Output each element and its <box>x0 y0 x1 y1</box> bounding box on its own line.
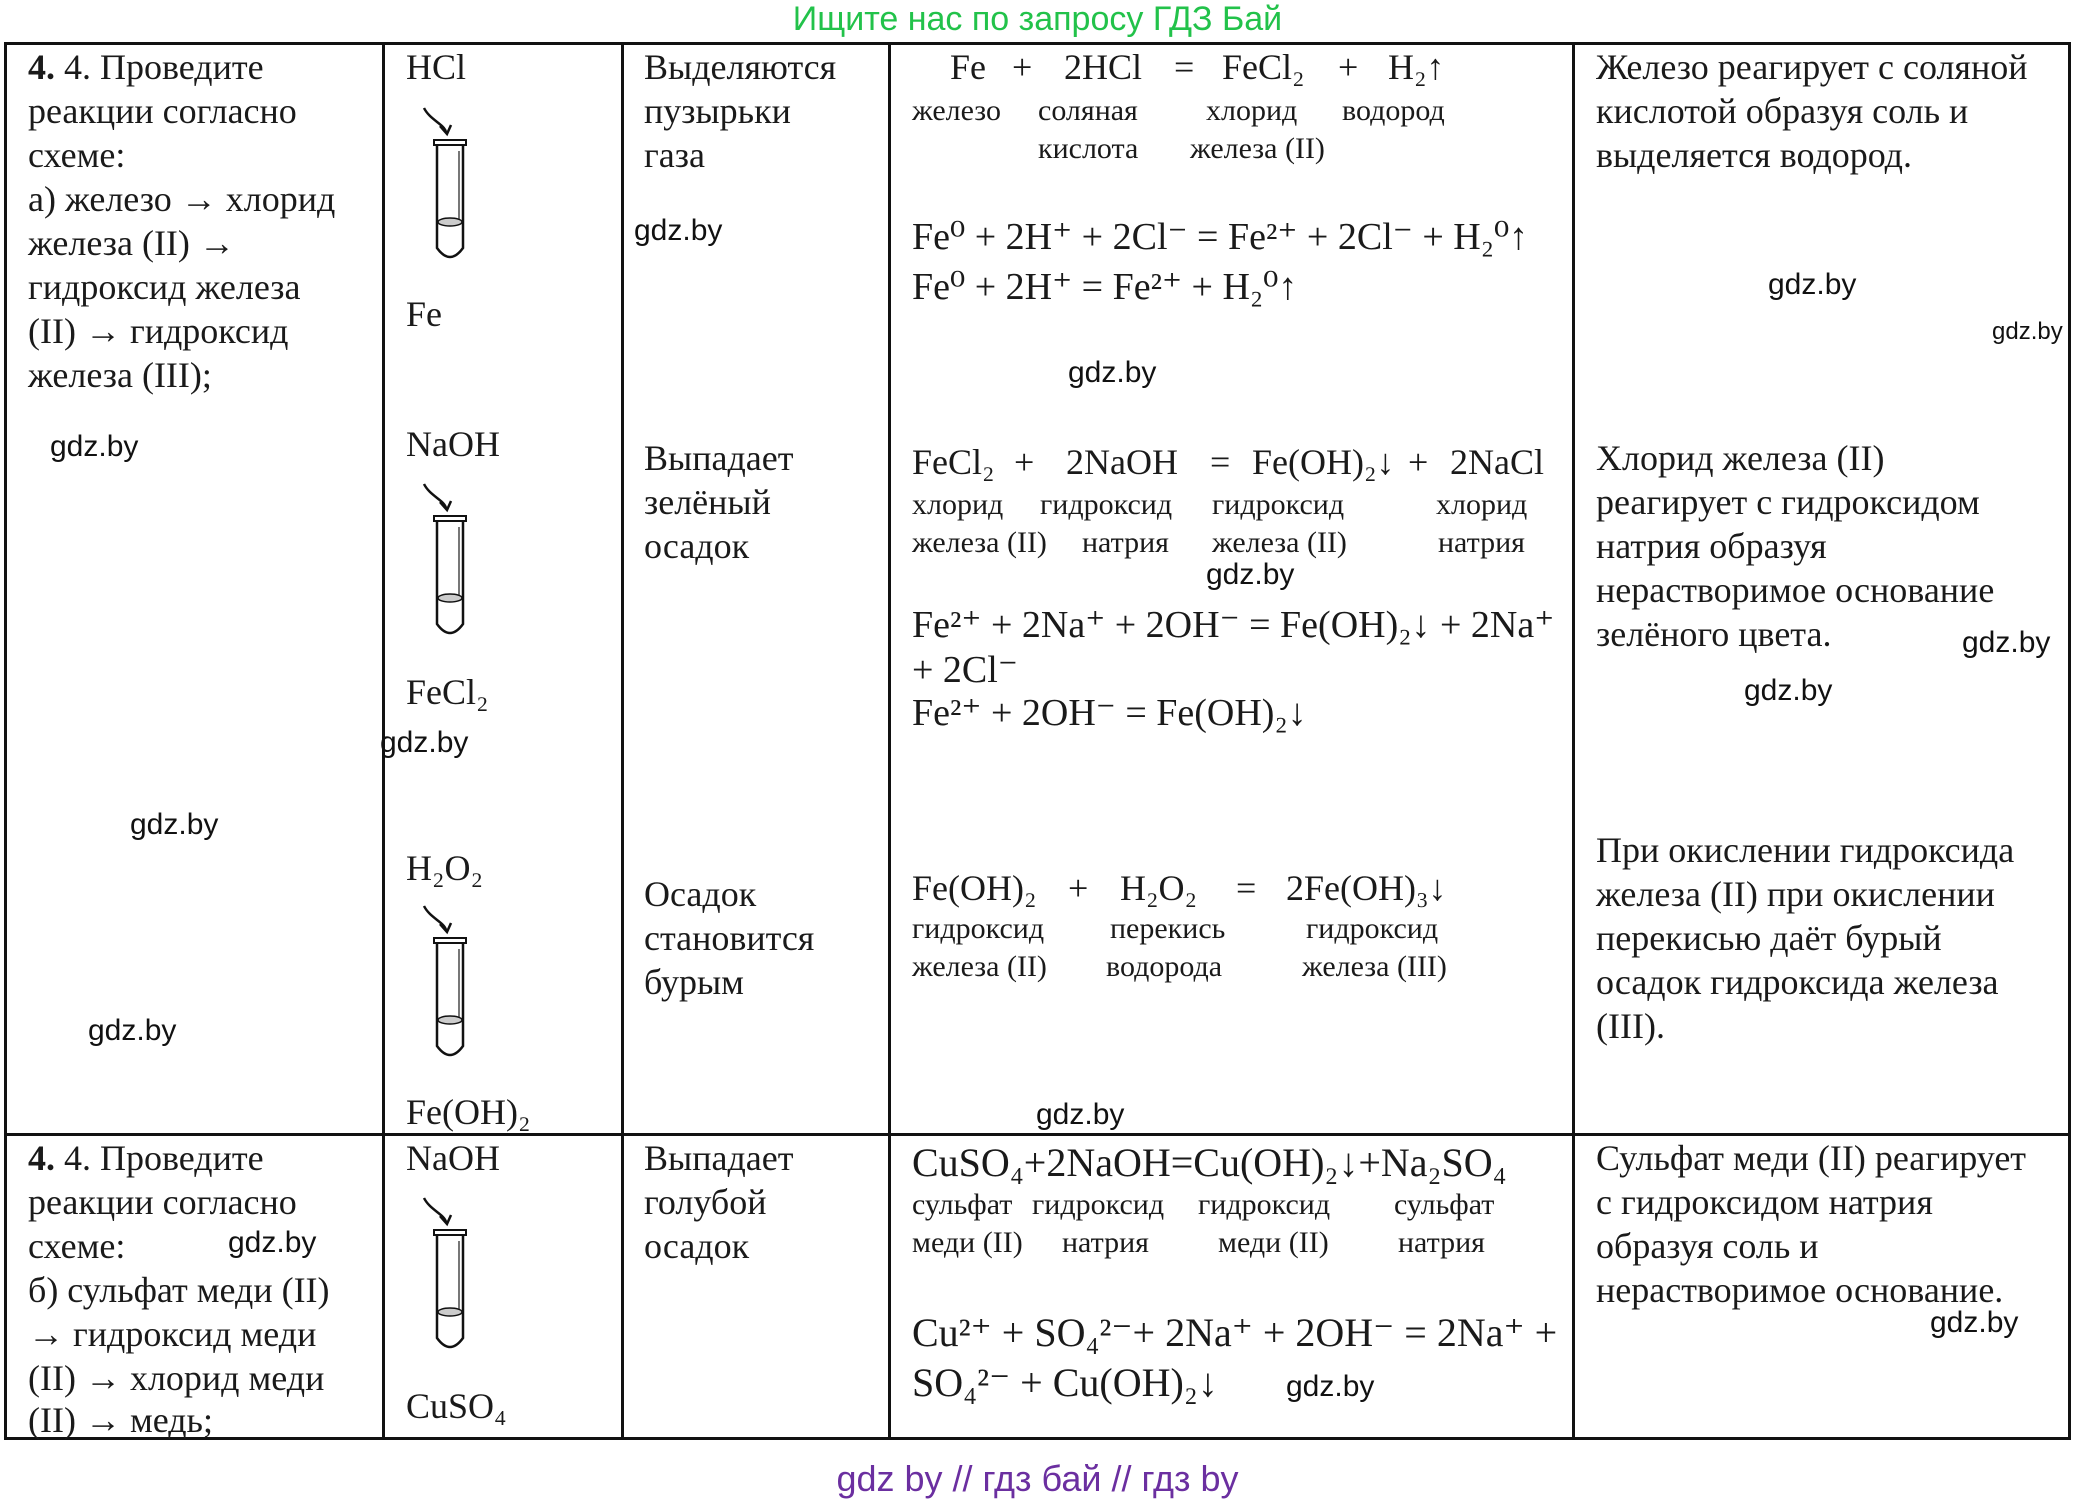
eq-name: железа (III) <box>1302 950 1447 983</box>
conclusion-line: Хлорид железа (II) <box>1596 438 1885 478</box>
eq-name: гидроксид <box>912 912 1045 945</box>
ionic-equation-full: Fe⁰ + 2H⁺ + 2Cl⁻ = Fe²⁺ + 2Cl⁻ + H₂⁰↑ <box>912 216 1529 258</box>
eq-name: водорода <box>1106 950 1223 983</box>
task-line: гидроксид железа <box>28 267 301 307</box>
reagent-label: NaOH <box>406 1138 500 1178</box>
eq-name: железа (II) <box>1212 526 1347 559</box>
observation-line: газа <box>644 135 705 175</box>
observation-line: Выпадает <box>644 1138 794 1178</box>
eq-name: гидроксид <box>1040 488 1173 521</box>
column-divider <box>888 42 891 1440</box>
observation-line: Выпадает <box>644 438 794 478</box>
substance-label: CuSO₄ <box>406 1386 507 1426</box>
eq-term: + <box>1012 47 1033 87</box>
conclusion-line: кислотой образуя соль и <box>1596 91 1969 131</box>
eq-name: железо <box>912 94 1001 127</box>
watermark: gdz.by <box>1992 318 2063 345</box>
substance-label: Fe(OH)₂ <box>406 1092 531 1132</box>
eq-term: 2HCl <box>1064 47 1143 87</box>
eq-term: 2Fe(OH)₃↓ <box>1286 868 1447 908</box>
task-line: → гидроксид меди <box>28 1314 317 1354</box>
eq-name: кислота <box>1038 132 1139 165</box>
eq-name: перекись <box>1110 912 1226 945</box>
eq-name: меди (II) <box>1218 1226 1329 1259</box>
observation-line: голубой <box>644 1182 767 1222</box>
eq-term: = <box>1236 868 1257 908</box>
eq-term: 2NaCl <box>1450 442 1544 482</box>
watermark: gdz.by <box>50 430 139 463</box>
test-tube-icon <box>422 1196 478 1356</box>
observation-line: осадок <box>644 526 750 566</box>
eq-name: сульфат <box>912 1188 1013 1221</box>
eq-term: + <box>1338 47 1359 87</box>
reagent-label: HCl <box>406 47 467 87</box>
eq-term: H₂↑ <box>1388 47 1445 87</box>
table-border-bottom <box>4 1437 2071 1440</box>
ionic-equation-full: Cu²⁺ + SO₄²⁻+ 2Na⁺ + 2OH⁻ = 2Na⁺ + <box>912 1310 1558 1355</box>
conclusion-line: выделяется водород. <box>1596 135 1913 175</box>
watermark: gdz.by <box>1930 1306 2019 1339</box>
eq-name: железа (II) <box>1190 132 1325 165</box>
eq-term: + <box>1068 868 1089 908</box>
conclusion-line: с гидроксидом натрия <box>1596 1182 1933 1222</box>
watermark: gdz.by <box>380 726 469 759</box>
observation-line: зелёный <box>644 482 771 522</box>
conclusion-line: зелёного цвета. <box>1596 614 1832 654</box>
observation-line: осадок <box>644 1226 750 1266</box>
eq-name: железа (II) <box>912 950 1047 983</box>
observation-line: Выделяются <box>644 47 837 87</box>
test-tube-icon <box>422 482 478 642</box>
task-line: схеме: <box>28 135 126 175</box>
eq-term: FeCl₂ <box>912 442 995 482</box>
watermark: gdz.by <box>1206 558 1295 591</box>
table-border-right <box>2068 42 2071 1440</box>
task-line: 4. 4. Проведите <box>28 1138 264 1178</box>
eq-name: натрия <box>1438 526 1525 559</box>
eq-name: хлорид <box>912 488 1004 521</box>
eq-name: гидроксид <box>1198 1188 1331 1221</box>
conclusion-line: При окислении гидроксида <box>1596 830 2015 870</box>
eq-term: 2NaOH <box>1066 442 1178 482</box>
test-tube-icon <box>422 904 478 1064</box>
eq-name: хлорид <box>1206 94 1298 127</box>
eq-name: натрия <box>1082 526 1169 559</box>
conclusion-line: Железо реагирует с соляной <box>1596 47 2028 87</box>
eq-name: гидроксид <box>1212 488 1345 521</box>
ionic-equation-short: Fe²⁺ + 2OH⁻ = Fe(OH)₂↓ <box>912 692 1307 734</box>
task-line: 4. 4. Проведите <box>28 47 264 87</box>
column-divider <box>1572 42 1575 1440</box>
eq-name: сульфат <box>1394 1188 1495 1221</box>
task-line: железа (II) → <box>28 223 235 263</box>
ionic-equation-full: Fe²⁺ + 2Na⁺ + 2OH⁻ = Fe(OH)₂↓ + 2Na⁺ <box>912 604 1555 646</box>
eq-name: меди (II) <box>912 1226 1023 1259</box>
eq-term: + <box>1014 442 1035 482</box>
eq-name: водород <box>1342 94 1445 127</box>
reagent-label: NaOH <box>406 424 500 464</box>
task-line: железа (III); <box>28 355 212 395</box>
substance-label: FeCl₂ <box>406 672 489 712</box>
ionic-equation-short: SO₄²⁻ + Cu(OH)₂↓ <box>912 1360 1218 1405</box>
eq-term: + <box>1408 442 1429 482</box>
conclusion-line: образуя соль и <box>1596 1226 1819 1266</box>
watermark: gdz.by <box>1744 674 1833 707</box>
watermark: gdz.by <box>1068 356 1157 389</box>
eq-term: Fe(OH)₂↓ <box>1252 442 1395 482</box>
observation-line: становится <box>644 918 815 958</box>
eq-name: железа (II) <box>912 526 1047 559</box>
task-line: (II) → медь; <box>28 1400 213 1440</box>
eq-term: Fe <box>950 47 986 87</box>
eq-term: Fe(OH)₂ <box>912 868 1037 908</box>
eq-name: натрия <box>1062 1226 1149 1259</box>
eq-name: соляная <box>1038 94 1138 127</box>
reagent-label: H₂O₂ <box>406 848 484 888</box>
conclusion-line: реагирует с гидроксидом <box>1596 482 1980 522</box>
observation-line: бурым <box>644 962 744 1002</box>
column-divider <box>621 42 624 1440</box>
watermark: gdz.by <box>228 1226 317 1259</box>
task-line: реакции согласно <box>28 91 297 131</box>
test-tube-icon <box>422 106 478 266</box>
eq-term: = <box>1174 47 1195 87</box>
watermark: gdz.by <box>1286 1370 1375 1403</box>
eq-name: гидроксид <box>1032 1188 1165 1221</box>
conclusion-line: натрия образуя <box>1596 526 1827 566</box>
task-line: а) железо → хлорид <box>28 179 336 219</box>
task-line: (II) → хлорид меди <box>28 1358 325 1398</box>
conclusion-line: нерастворимое основание <box>1596 570 1995 610</box>
molecular-equation: CuSO₄+2NaOH=Cu(OH)₂↓+Na₂SO₄ <box>912 1140 1507 1185</box>
eq-term: = <box>1210 442 1231 482</box>
task-line-text: 4. Проведите <box>64 1138 264 1178</box>
watermark: gdz.by <box>1962 626 2051 659</box>
conclusion-line: железа (II) при окислении <box>1596 874 1995 914</box>
task-line-text: 4. Проведите <box>64 47 264 87</box>
ionic-equation-full-cont: + 2Cl⁻ <box>912 649 1018 691</box>
footer-links[interactable]: gdz by // гдз бай // гдз by <box>836 1458 1239 1499</box>
task-line: (II) → гидроксид <box>28 311 289 351</box>
eq-name: гидроксид <box>1306 912 1439 945</box>
observation-line: пузырьки <box>644 91 791 131</box>
conclusion-line: осадок гидроксида железа <box>1596 962 1999 1002</box>
observation-line: Осадок <box>644 874 757 914</box>
watermark: gdz.by <box>88 1014 177 1047</box>
conclusion-line: (III). <box>1596 1006 1665 1046</box>
eq-term: H₂O₂ <box>1120 868 1198 908</box>
task-line: б) сульфат меди (II) <box>28 1270 330 1310</box>
table-border-left <box>4 42 7 1440</box>
conclusion-line: нерастворимое основание. <box>1596 1270 2004 1310</box>
watermark: gdz.by <box>130 808 219 841</box>
site-banner[interactable]: Ищите нас по запросу ГДЗ Бай <box>792 0 1283 38</box>
conclusion-line: Сульфат меди (II) реагирует <box>1596 1138 2027 1178</box>
conclusion-line: перекисью даёт бурый <box>1596 918 1942 958</box>
watermark: gdz.by <box>1036 1098 1125 1131</box>
eq-name: хлорид <box>1436 488 1528 521</box>
task-line: схеме: <box>28 1226 126 1266</box>
task-line: реакции согласно <box>28 1182 297 1222</box>
watermark: gdz.by <box>634 214 723 247</box>
watermark: gdz.by <box>1768 268 1857 301</box>
ionic-equation-short: Fe⁰ + 2H⁺ = Fe²⁺ + H₂⁰↑ <box>912 266 1298 308</box>
eq-name: натрия <box>1398 1226 1485 1259</box>
eq-term: FeCl₂ <box>1222 47 1305 87</box>
substance-label: Fe <box>406 294 442 334</box>
